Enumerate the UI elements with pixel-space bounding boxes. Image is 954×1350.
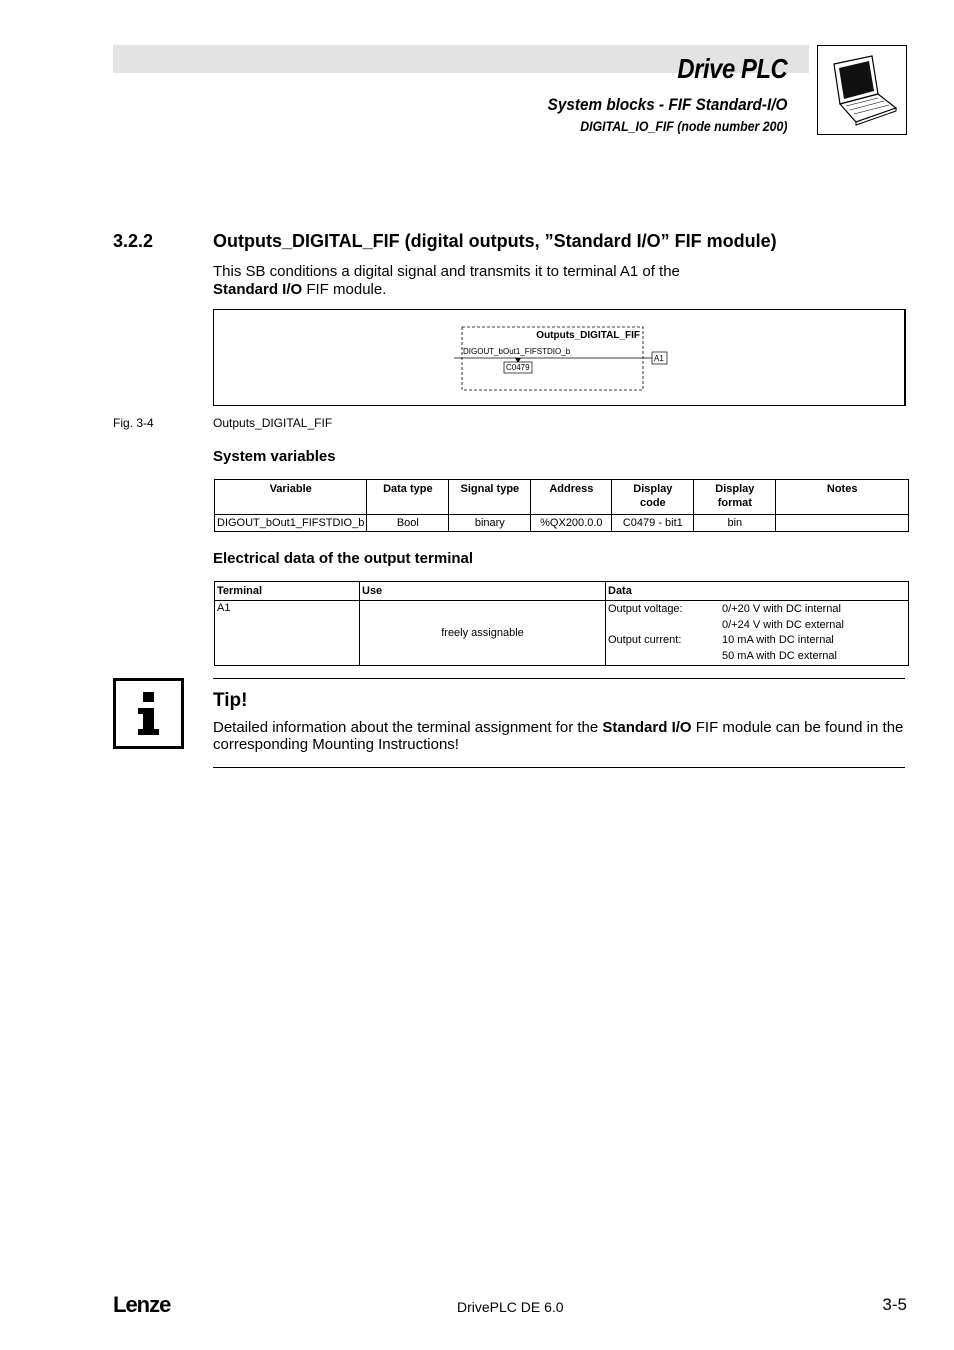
data-cell bbox=[606, 601, 909, 666]
footer-document: DrivePLC DE 6.0 bbox=[457, 1299, 564, 1315]
table-cell: DIGOUT_bOut1_FIFSTDIO_b bbox=[215, 515, 367, 532]
electrical-data-table bbox=[214, 581, 909, 666]
terminal-cell: A1 bbox=[215, 601, 360, 666]
table-cell: C0479 - bit1 bbox=[612, 515, 694, 532]
col-header: Use bbox=[360, 582, 606, 601]
intro-line1: This SB conditions a digital signal and transmits it to terminal A1 of the bbox=[213, 263, 680, 280]
table-cell: Bool bbox=[367, 515, 449, 532]
code-label: C0479 bbox=[506, 363, 530, 372]
figure-caption-text: Outputs_DIGITAL_FIF bbox=[213, 416, 333, 430]
page-number: 3-5 bbox=[882, 1295, 907, 1314]
col-header: Terminal bbox=[215, 582, 360, 601]
figure-caption-number: Fig. 3-4 bbox=[113, 416, 154, 430]
col-header: Notes bbox=[776, 480, 909, 515]
block-name: Outputs_DIGITAL_FIF bbox=[536, 330, 640, 341]
data-label bbox=[608, 618, 722, 634]
col-header: Variable bbox=[215, 480, 367, 515]
section-title: Outputs_DIGITAL_FIF (digital outputs, ”Standard I/O” FIF module) bbox=[213, 231, 777, 251]
data-label: Output current: bbox=[608, 634, 682, 646]
tip-text-before: Detailed information about the terminal assignment for the bbox=[213, 719, 603, 736]
table-row bbox=[215, 515, 909, 532]
table-cell bbox=[776, 515, 909, 532]
data-label bbox=[608, 649, 722, 665]
col-header: Signal type bbox=[449, 480, 531, 515]
col-header-line: Display bbox=[633, 483, 673, 495]
document-title: Drive PLC bbox=[677, 53, 787, 84]
info-icon bbox=[113, 678, 184, 749]
tip-divider-bottom bbox=[213, 767, 905, 768]
intro-line2: FIF module. bbox=[302, 281, 387, 298]
table-header-row bbox=[215, 582, 909, 601]
function-block-diagram bbox=[214, 310, 905, 405]
col-header bbox=[694, 480, 776, 515]
tip-text bbox=[213, 719, 913, 753]
tip-text-after: FIF module can be found in the corresponding Mounting Instructions! bbox=[213, 719, 904, 753]
tip-title: Tip! bbox=[213, 690, 248, 711]
col-header-line: format bbox=[717, 497, 752, 509]
section-number: 3.2.2 bbox=[113, 231, 154, 251]
figure-frame bbox=[213, 309, 906, 406]
col-header: Data bbox=[606, 582, 909, 601]
data-value: 0/+24 V with DC external bbox=[722, 618, 844, 631]
table-header-row bbox=[215, 480, 909, 515]
col-header-line: code bbox=[639, 497, 666, 509]
document-subsubtitle: DIGITAL_IO_FIF (node number 200) bbox=[579, 118, 787, 134]
table-row bbox=[215, 601, 909, 666]
table-cell: bin bbox=[694, 515, 776, 532]
document-subtitle: System blocks - FIF Standard-I/O bbox=[547, 95, 787, 114]
intro-paragraph bbox=[213, 263, 853, 299]
electrical-data-heading: Electrical data of the output terminal bbox=[213, 550, 474, 567]
system-variables-heading: System variables bbox=[213, 448, 336, 465]
data-value: 50 mA with DC external bbox=[722, 649, 837, 662]
tip-text-bold: Standard I/O bbox=[602, 719, 692, 736]
data-label: Output voltage: bbox=[608, 603, 683, 615]
col-header bbox=[612, 480, 694, 515]
system-variables-table bbox=[214, 479, 909, 532]
lenze-logo: Lenze bbox=[113, 1292, 171, 1317]
data-value: 0/+20 V with DC internal bbox=[722, 603, 841, 615]
col-header: Address bbox=[531, 480, 612, 515]
intro-bold: Standard I/O bbox=[213, 281, 303, 298]
table-cell: binary bbox=[449, 515, 531, 532]
laptop-icon bbox=[817, 45, 907, 135]
col-header-line: Display bbox=[715, 483, 755, 495]
use-cell: freely assignable bbox=[360, 601, 606, 666]
table-cell: %QX200.0.0 bbox=[531, 515, 612, 532]
terminal-label: A1 bbox=[654, 354, 664, 363]
data-value: 10 mA with DC internal bbox=[722, 634, 834, 646]
input-signal-label: DIGOUT_bOut1_FIFSTDIO_b bbox=[463, 347, 571, 356]
col-header: Data type bbox=[367, 480, 449, 515]
tip-divider-top bbox=[213, 678, 905, 679]
